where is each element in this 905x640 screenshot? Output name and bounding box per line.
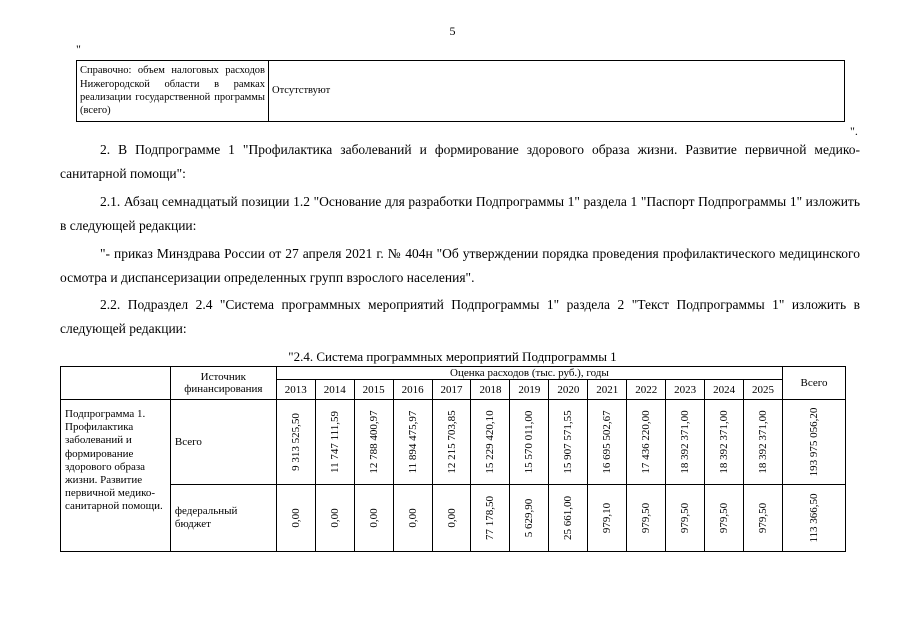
total-header: Всего bbox=[782, 367, 845, 400]
value-cell: 15 229 420,10 bbox=[471, 400, 510, 485]
value-cell: 0,00 bbox=[315, 485, 354, 552]
value-cell: 18 392 371,00 bbox=[744, 400, 783, 485]
year-header: 2014 bbox=[315, 380, 354, 400]
value-cell: 12 215 703,85 bbox=[432, 400, 471, 485]
page-number: 5 bbox=[449, 24, 456, 38]
source-cell: федеральный бюджет bbox=[170, 485, 276, 552]
value-cell: 18 392 371,00 bbox=[666, 400, 705, 485]
value-cell: 0,00 bbox=[432, 485, 471, 552]
year-header: 2021 bbox=[588, 380, 627, 400]
program-header-empty bbox=[61, 367, 171, 400]
reference-value: Отсутствуют bbox=[269, 61, 845, 122]
paragraph-order-quote: "- приказ Минздрава России от 27 апреля 2021 г. № 404н "Об утверждении порядка проведения профилактического медицинского осмотра и диспансеризации определенных групп взрослого населения". bbox=[60, 246, 860, 285]
value-cell: 0,00 bbox=[354, 485, 393, 552]
table-row-total bbox=[61, 400, 846, 485]
value-cell: 25 661,00 bbox=[549, 485, 588, 552]
year-header: 2024 bbox=[705, 380, 744, 400]
paragraph-2-1: 2.1. Абзац семнадцатый позиции 1.2 "Основание для разработки Подпрограммы 1" раздела 1 "Паспорт Подпрограммы 1" изложить в следующей редакции: bbox=[60, 194, 860, 233]
value-cell: 979,50 bbox=[744, 485, 783, 552]
paragraph-2: 2. В Подпрограмме 1 "Профилактика заболеваний и формирование здорового образа жизни. Развитие первичной медико-санитарной помощи": bbox=[60, 142, 860, 181]
value-cell: 979,50 bbox=[705, 485, 744, 552]
year-header: 2015 bbox=[354, 380, 393, 400]
value-cell: 979,50 bbox=[627, 485, 666, 552]
closing-quote: ". bbox=[850, 124, 858, 138]
year-header: 2020 bbox=[549, 380, 588, 400]
value-cell: 5 629,90 bbox=[510, 485, 549, 552]
program-table bbox=[60, 366, 846, 552]
value-cell: 17 436 220,00 bbox=[627, 400, 666, 485]
value-cell: 16 695 502,67 bbox=[588, 400, 627, 485]
year-header: 2016 bbox=[393, 380, 432, 400]
opening-quote: " bbox=[76, 42, 81, 56]
value-cell: 15 570 011,00 bbox=[510, 400, 549, 485]
reference-table bbox=[76, 60, 845, 122]
total-cell: 193 975 056,20 bbox=[782, 400, 845, 485]
year-header: 2013 bbox=[276, 380, 315, 400]
costs-header: Оценка расходов (тыс. руб.), годы bbox=[276, 367, 782, 380]
year-header: 2017 bbox=[432, 380, 471, 400]
reference-label: Справочно: объем налоговых расходов Нижегородской области в рамках реализации государственной программы (всего) bbox=[77, 61, 269, 122]
source-header: Источник финансирования bbox=[170, 367, 276, 400]
value-cell: 0,00 bbox=[276, 485, 315, 552]
value-cell: 12 788 400,97 bbox=[354, 400, 393, 485]
value-cell: 77 178,50 bbox=[471, 485, 510, 552]
source-cell: Всего bbox=[170, 400, 276, 485]
value-cell: 15 907 571,55 bbox=[549, 400, 588, 485]
total-cell: 113 366,50 bbox=[782, 485, 845, 552]
year-header: 2019 bbox=[510, 380, 549, 400]
value-cell: 11 894 475,97 bbox=[393, 400, 432, 485]
value-cell: 11 747 111,59 bbox=[315, 400, 354, 485]
value-cell: 979,50 bbox=[666, 485, 705, 552]
year-header: 2022 bbox=[627, 380, 666, 400]
year-header: 2018 bbox=[471, 380, 510, 400]
value-cell: 979,10 bbox=[588, 485, 627, 552]
year-header: 2025 bbox=[744, 380, 783, 400]
value-cell: 0,00 bbox=[393, 485, 432, 552]
year-header: 2023 bbox=[666, 380, 705, 400]
value-cell: 18 392 371,00 bbox=[705, 400, 744, 485]
value-cell: 9 313 525,50 bbox=[276, 400, 315, 485]
paragraph-2-2: 2.2. Подраздел 2.4 "Система программных мероприятий Подпрограммы 1" раздела 2 "Текст Подпрограммы 1" изложить в следующей редакции: bbox=[60, 297, 860, 336]
table-title: "2.4. Система программных мероприятий Подпрограммы 1 bbox=[288, 349, 617, 364]
table-row-federal bbox=[61, 485, 846, 552]
program-name: Подпрограмма 1. Профилактика заболеваний и формирование здорового образа жизни. Развитие первичной медико-санитарной помощи. bbox=[61, 400, 171, 552]
